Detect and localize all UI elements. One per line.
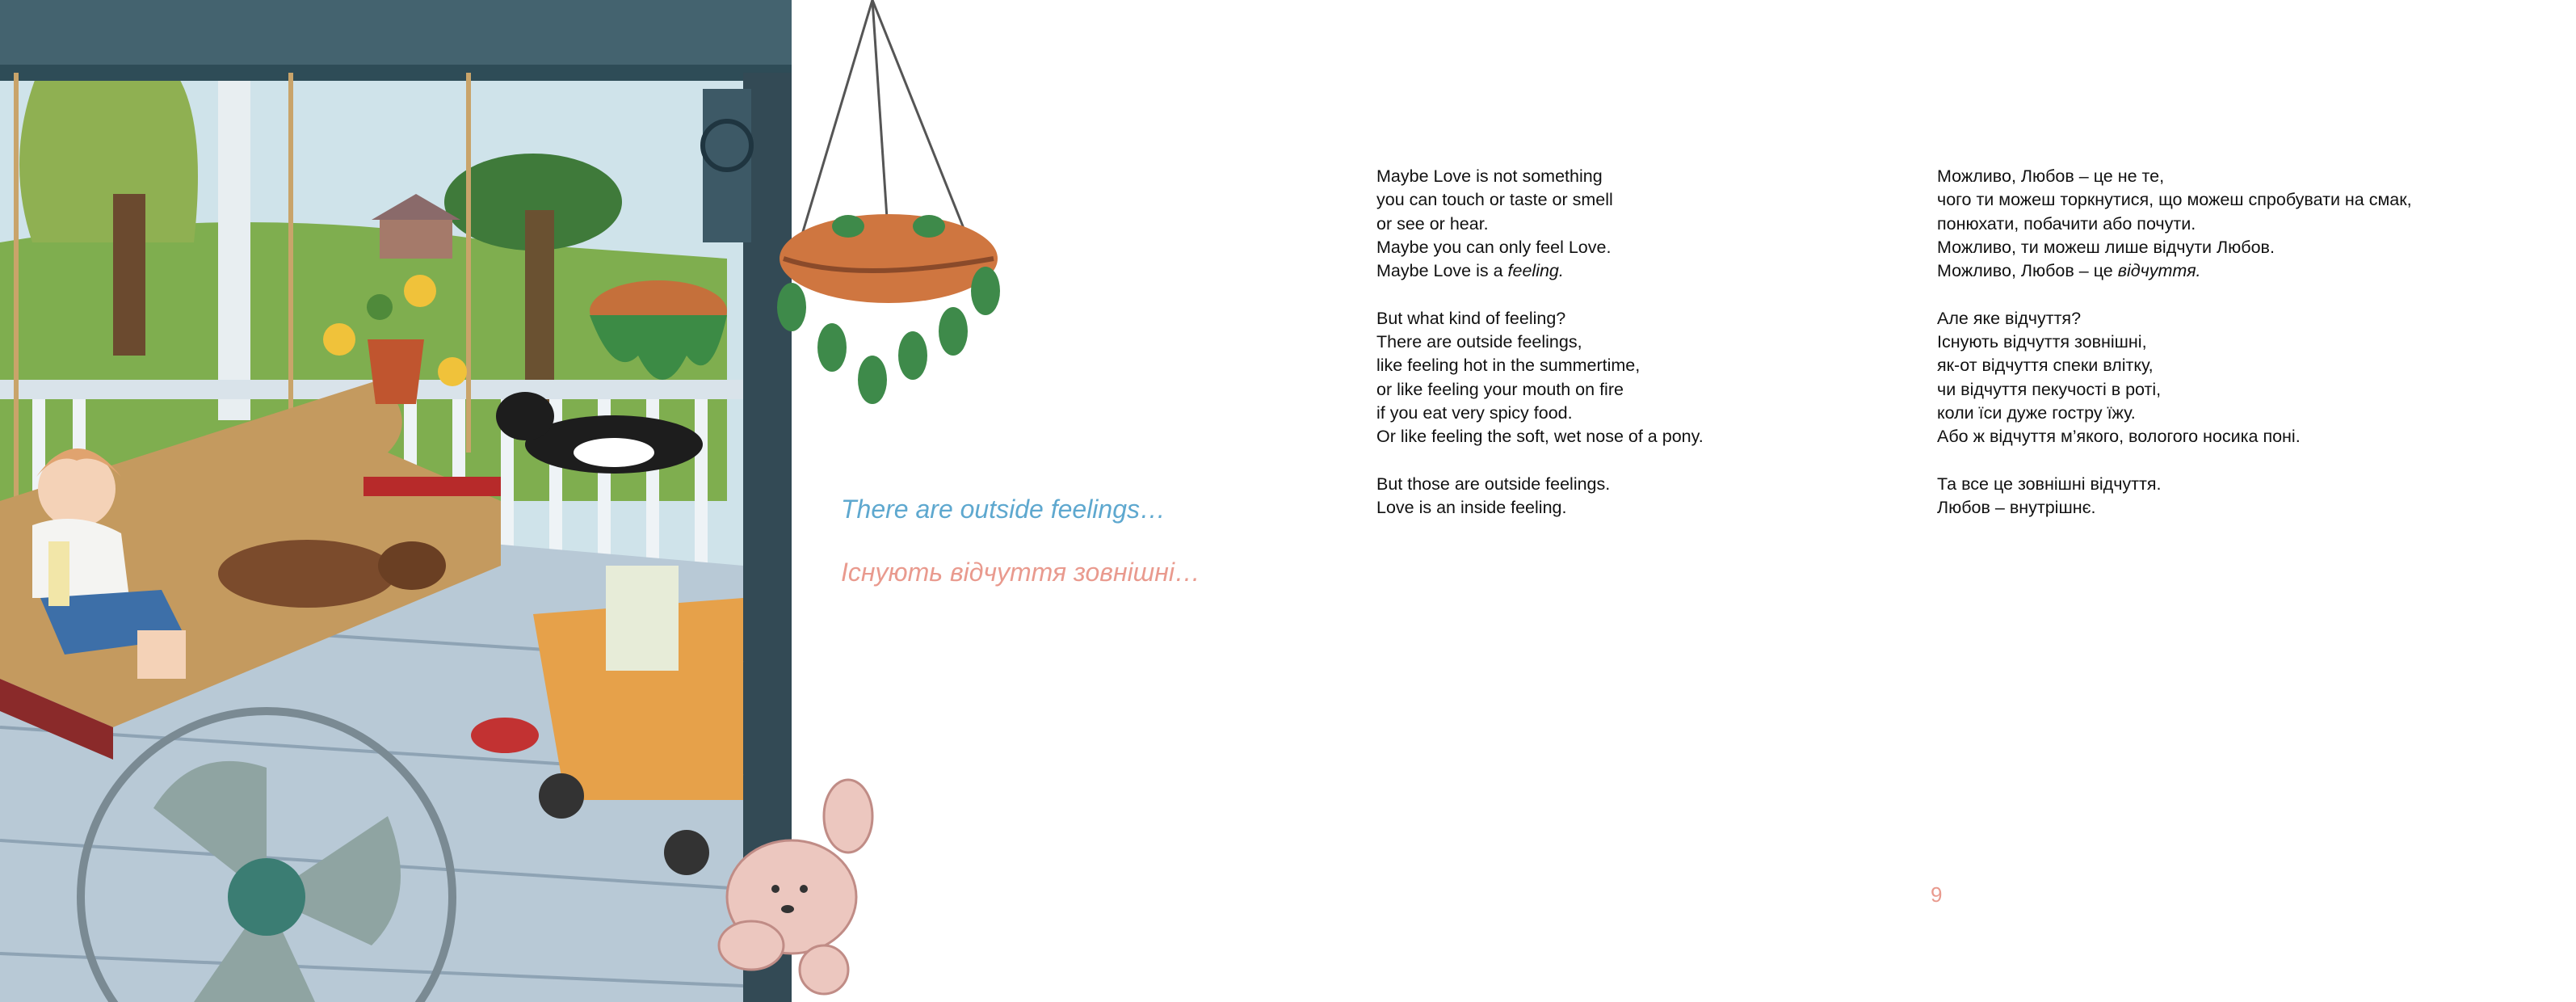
poem-line: Але яке відчуття?: [1937, 308, 2082, 328]
poem-line: як-от відчуття спеки влітку,: [1937, 356, 2154, 376]
caption-english: There are outside feelings…: [841, 495, 1166, 524]
poodle-icon: [703, 760, 913, 1002]
poem-stanza: [1376, 473, 1704, 520]
poem-line: or see or hear.: [1376, 213, 1489, 234]
poem-line: Існують відчуття зовнішні,: [1937, 332, 2147, 352]
poem-stanza: [1937, 473, 2412, 520]
poem-line: Or like feeling the soft, wet nose of a pony.: [1376, 427, 1704, 447]
poem-line-text: Maybe Love is a: [1376, 261, 1508, 281]
poem-line: Любов – внутрішнє.: [1937, 498, 2096, 518]
pet-bowl-icon: [471, 718, 539, 753]
poem-stanza: [1376, 165, 1704, 283]
poem-line: [1376, 259, 1704, 283]
poem-line: чого ти можеш торкнутися, що можеш спробувати на смак,: [1937, 190, 2412, 210]
hanging-plant-icon: [727, 0, 1050, 436]
poem-line: [1937, 259, 2412, 283]
poem-line: if you eat very spicy food.: [1376, 402, 1573, 423]
poem-stanza: [1376, 307, 1704, 449]
poem-english: [1376, 165, 1704, 544]
poem-line: Maybe you can only feel Love.: [1376, 237, 1612, 257]
poem-line: Maybe Love is not something: [1376, 166, 1603, 186]
poem-emphasis: feeling.: [1507, 261, 1564, 281]
poem-line: or like feeling your mouth on fire: [1376, 379, 1624, 399]
poem-line: But those are outside feelings.: [1376, 474, 1611, 494]
poem-stanza: [1937, 165, 2412, 283]
poem-emphasis: відчуття.: [2117, 261, 2201, 281]
poem-line: чи відчуття пекучості в роті,: [1937, 379, 2162, 399]
poem-stanza: [1937, 307, 2412, 449]
poem-line: понюхати, побачити або почути.: [1937, 213, 2196, 234]
poem-line: Або ж відчуття м’якого, вологого носика поні.: [1937, 427, 2301, 447]
caption-ukrainian: Існують відчуття зовнішні…: [841, 558, 1200, 587]
poem-line: Можливо, Любов – це не те,: [1937, 166, 2165, 186]
poem-line: like feeling hot in the summertime,: [1376, 356, 1641, 376]
porch-illustration: [0, 0, 792, 1002]
poem-line: But what kind of feeling?: [1376, 308, 1566, 328]
poem-line: Love is an inside feeling.: [1376, 498, 1567, 518]
page-number: 9: [1931, 882, 1943, 907]
poem-line: Можливо, ти можеш лише відчути Любов.: [1937, 237, 2275, 257]
poem-line: коли їси дуже гостру їжу.: [1937, 402, 2136, 423]
poem-ukrainian: [1937, 165, 2412, 544]
poem-line-text: Можливо, Любов – це: [1937, 261, 2118, 281]
poem-line: There are outside feelings,: [1376, 332, 1582, 352]
poem-line: Та все це зовнішні відчуття.: [1937, 474, 2162, 494]
poem-line: you can touch or taste or smell: [1376, 190, 1613, 210]
